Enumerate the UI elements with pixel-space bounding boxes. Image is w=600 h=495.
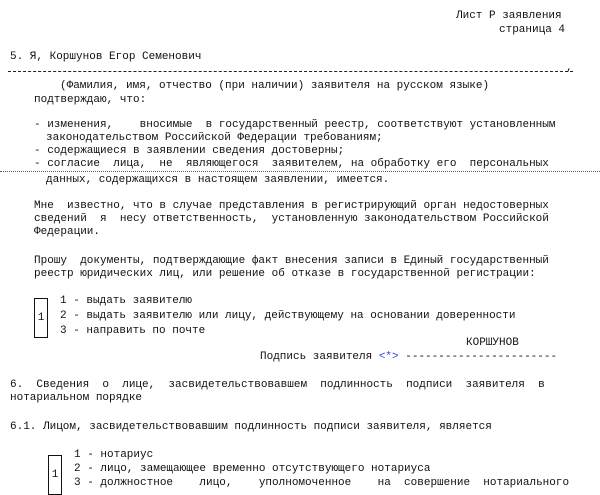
request-line-2: реестр юридических лиц, или решение об отказе в государственной регистрации: bbox=[34, 268, 536, 280]
comma: , bbox=[566, 62, 573, 74]
notary-option-2: 2 - лицо, замещающее временно отсутствующего нотариуса bbox=[74, 463, 431, 475]
delivery-option-3: 3 - направить по почте bbox=[60, 325, 206, 337]
aware-line-3: Федерации. bbox=[34, 226, 101, 238]
sheet-label: Лист Р заявления bbox=[456, 10, 562, 22]
aware-line-1: Мне известно, что в случае представления в регистрирующий орган недостоверных bbox=[34, 200, 549, 212]
signature-line: ----------------------- bbox=[405, 351, 558, 363]
signature-label: Подпись заявителя bbox=[260, 351, 373, 363]
signature-footnote-ref[interactable]: <*> bbox=[378, 351, 399, 363]
signature-row bbox=[260, 351, 557, 364]
section-6-title-line-1: 6. Сведения о лице, засвидетельствовавшем подлинность подписи заявителя в bbox=[10, 379, 545, 391]
bullet-1-line-1: - изменения, вносимые в государственный реестр, соответствуют установленным bbox=[34, 119, 556, 131]
aware-line-2: сведений я несу ответственность, установленную законодательством Российской bbox=[34, 213, 549, 225]
delivery-option-2: 2 - выдать заявителю или лицу, действующему на основании доверенности bbox=[60, 310, 516, 322]
request-line-1: Прошу документы, подтверждающие факт внесения записи в Единый государственный bbox=[34, 255, 549, 267]
signature-name: КОРШУНОВ bbox=[466, 337, 519, 349]
section-5-lead: 5. Я, Коршунов Егор Семенович bbox=[10, 51, 202, 63]
section-6-1: 6.1. Лицом, засвидетельствовавшим подлинность подписи заявителя, является bbox=[10, 421, 492, 433]
delivery-option-1: 1 - выдать заявителю bbox=[60, 295, 193, 307]
confirm-text: подтверждаю, что: bbox=[34, 94, 147, 106]
notary-choice-box[interactable]: 1 bbox=[48, 455, 62, 495]
delivery-choice-box[interactable]: 1 bbox=[34, 298, 48, 338]
notary-option-3: 3 - должностное лицо, уполномоченное на совершение нотариального bbox=[74, 477, 570, 489]
notary-option-1: 1 - нотариус bbox=[74, 449, 154, 461]
bullet-3-line-2: данных, содержащихся в настоящем заявлении, имеется. bbox=[46, 174, 390, 186]
name-underline bbox=[8, 71, 573, 72]
page-number: страница 4 bbox=[499, 24, 566, 36]
bullet-1-line-2: законодательством Российской Федерации требованиям; bbox=[46, 132, 383, 144]
name-caption: (Фамилия, имя, отчество (при наличии) заявителя на русском языке) bbox=[60, 80, 490, 92]
bullet-2: - содержащиеся в заявлении сведения достоверны; bbox=[34, 145, 345, 157]
page-break-rule bbox=[0, 171, 600, 172]
section-6-title-line-2: нотариальном порядке bbox=[10, 392, 143, 404]
bullet-3-line-1: - согласие лица, не являющегося заявителем, на обработку его персональных bbox=[34, 158, 549, 170]
